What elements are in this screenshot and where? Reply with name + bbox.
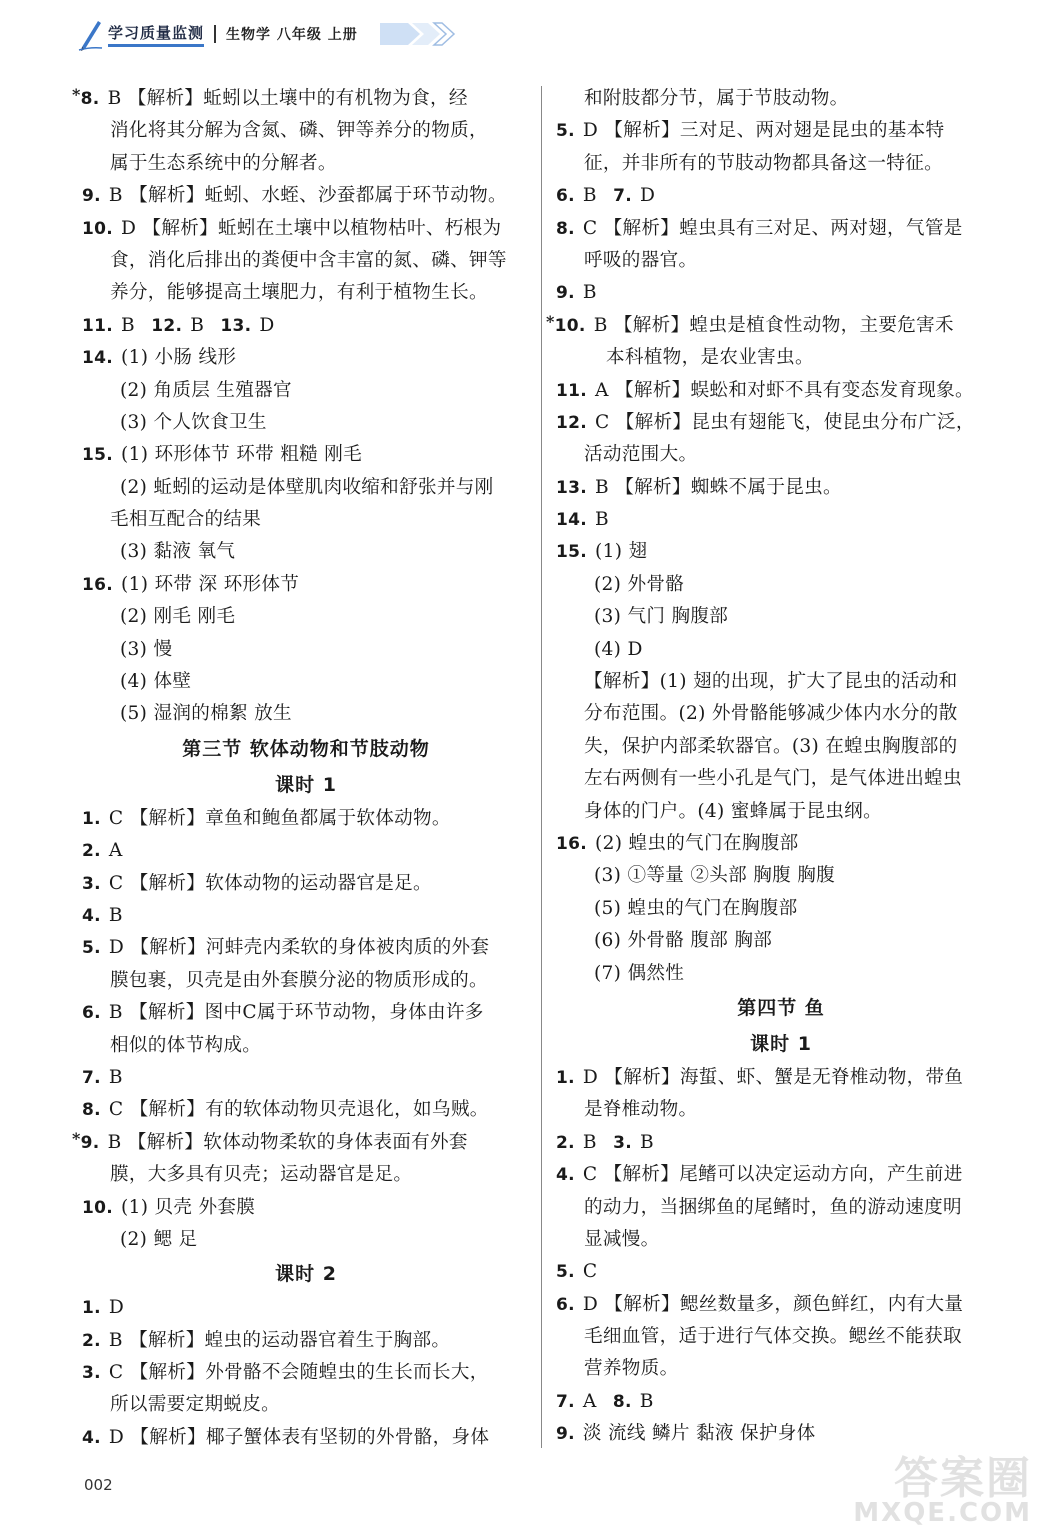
question-number: 8.	[612, 1391, 632, 1412]
star-marker-icon: *	[546, 311, 555, 331]
answer-text: (1) 翅	[595, 541, 648, 563]
answer-line	[556, 342, 1006, 374]
continuation-text: 身体的门户。(4) 蜜蜂属于昆虫纲。	[584, 800, 882, 822]
sub-answer-text: (2) 刚毛 刚毛	[120, 606, 236, 628]
answer-line	[82, 569, 530, 601]
answer-line	[82, 180, 530, 212]
watermark-text: 答案圈	[894, 1453, 1032, 1504]
answer-line	[82, 1357, 530, 1389]
answer-text: B 【解析】蝗虫是植食性动物，主要危害禾	[593, 314, 954, 336]
answer-line	[556, 407, 1006, 439]
section-heading: 第三节 软体动物和节肢动物	[182, 737, 430, 760]
answer-text: D	[639, 185, 656, 207]
question-number: 12.	[151, 315, 183, 336]
continuation-text: 营养物质。	[584, 1358, 679, 1380]
answer-line	[556, 1256, 1006, 1288]
question-number: 4.	[556, 1165, 575, 1186]
question-number: 13.	[556, 477, 588, 498]
column-divider	[541, 86, 542, 1448]
continuation-text: 消化将其分解为含氮、磷、钾等养分的物质，	[110, 120, 488, 142]
answer-text: B	[639, 1131, 654, 1153]
series-title: 学习质量监测	[108, 22, 204, 47]
continuation-text: 分布范围。(2) 外骨骼能够减少体内水分的散	[584, 703, 958, 725]
answer-line	[556, 601, 1006, 633]
section-heading: 课时 1	[750, 1032, 812, 1055]
answer-line	[82, 803, 530, 835]
continuation-text: 活动范围大。	[584, 444, 698, 466]
answer-line	[556, 472, 1006, 504]
right-column	[546, 83, 1006, 1451]
answer-line	[556, 245, 1006, 277]
answer-line	[82, 1094, 530, 1126]
answer-text: B	[582, 282, 597, 304]
continuation-text: 毛相互配合的结果	[110, 509, 262, 531]
answer-line	[72, 1127, 530, 1159]
answer-text: B 【解析】蚯蚓、水蛭、沙蚕都属于环节动物。	[108, 185, 507, 207]
answer-line	[82, 1422, 530, 1454]
question-number: 5.	[556, 1262, 575, 1283]
question-number: 3.	[82, 873, 101, 894]
answer-line	[556, 148, 1006, 180]
answer-line	[556, 439, 1006, 471]
answer-line	[556, 925, 1006, 957]
answer-line	[556, 893, 1006, 925]
answer-text: A	[582, 1390, 603, 1412]
question-number: 9.	[82, 186, 101, 207]
answer-line	[82, 1192, 530, 1224]
question-number: 11.	[556, 380, 588, 401]
answer-text: D	[108, 1297, 125, 1319]
section-heading: 第四节 鱼	[737, 996, 825, 1019]
answer-text: C 【解析】蝗虫具有三对足、两对翅，气管是	[582, 217, 963, 239]
sub-answer-text: (2) 鳃 足	[120, 1228, 198, 1250]
continuation-text: 属于生态系统中的分解者。	[110, 152, 337, 174]
continuation-text: 和附肢都分节，属于节肢动物。	[584, 88, 849, 109]
answer-line	[82, 634, 530, 666]
question-number: 14.	[556, 510, 588, 531]
question-number: 10.	[82, 218, 114, 239]
continuation-text: 相似的体节构成。	[110, 1034, 262, 1056]
answer-text: B	[108, 1066, 123, 1088]
answer-text: B	[582, 1131, 604, 1153]
answer-line	[556, 666, 1006, 698]
answer-text: A	[108, 840, 123, 862]
answer-line	[82, 1159, 530, 1191]
answer-line	[82, 868, 530, 900]
answer-line	[82, 277, 530, 309]
answer-line	[82, 1292, 530, 1324]
question-number: 14.	[82, 348, 114, 369]
answer-line	[82, 900, 530, 932]
question-number: 1.	[556, 1067, 575, 1088]
answer-line	[556, 860, 1006, 892]
continuation-text: 的动力，当捆绑鱼的尾鳍时，鱼的游动速度明	[584, 1196, 962, 1218]
question-number: 7.	[556, 1391, 575, 1412]
answer-text: (1) 环带 深 环形体节	[121, 573, 300, 595]
answer-line	[556, 83, 1006, 115]
continuation-text: 失，保护内部柔软器官。(3) 在蝗虫胸腹部的	[584, 735, 958, 757]
continuation-text: 呼吸的器官。	[584, 249, 698, 271]
answer-text: D 【解析】鳃丝数量多，颜色鲜红，内有大量	[582, 1293, 964, 1315]
answer-line	[556, 180, 1006, 212]
answer-text: B	[639, 1390, 654, 1412]
question-number: 9.	[556, 283, 575, 304]
pen-icon	[78, 17, 104, 51]
answer-line	[556, 796, 1006, 828]
question-number: 10.	[554, 315, 586, 336]
answer-line	[556, 375, 1006, 407]
sub-answer-text: (3) 个人饮食卫生	[120, 411, 267, 433]
continuation-text: 是脊椎动物。	[584, 1099, 698, 1121]
answer-line	[82, 504, 530, 536]
answer-text: 淡 流线 鳞片 黏液 保护身体	[582, 1423, 816, 1445]
answer-line	[556, 277, 1006, 309]
answer-line	[82, 1389, 530, 1421]
answer-line	[82, 115, 530, 147]
continuation-text: 食，消化后排出的粪便中含丰富的氮、磷、钾等	[110, 249, 507, 271]
answer-line	[82, 310, 530, 342]
question-number: 8.	[80, 89, 100, 109]
answer-line	[82, 472, 530, 504]
answer-line	[82, 698, 530, 730]
star-marker-icon: *	[72, 1128, 81, 1148]
question-number: 8.	[82, 1100, 101, 1121]
continuation-text: 显减慢。	[584, 1228, 660, 1250]
answer-line	[556, 1353, 1006, 1385]
page-header	[78, 16, 458, 52]
answer-line	[556, 213, 1006, 245]
question-number: 6.	[556, 1294, 575, 1315]
answer-line	[556, 504, 1006, 536]
continuation-text: 膜包裹，贝壳是由外套膜分泌的物质形成的。	[110, 969, 488, 991]
answer-line	[82, 835, 530, 867]
answer-line	[82, 666, 530, 698]
question-number: 16.	[556, 833, 588, 854]
answer-line	[82, 439, 530, 471]
question-number: 16.	[82, 574, 114, 595]
answer-text: B 【解析】图中C属于环节动物，身体由许多	[108, 1002, 484, 1024]
answer-line	[556, 1289, 1006, 1321]
watermark-url: MXQE.COM	[853, 1498, 1032, 1528]
answer-line	[82, 932, 530, 964]
answer-line	[556, 958, 1006, 990]
arrows-decoration-icon	[378, 17, 458, 51]
question-number: 9.	[80, 1132, 100, 1153]
page-number: 002	[84, 1476, 113, 1494]
continuation-text: 征，并非所有的节肢动物都具备这一特征。	[584, 152, 943, 174]
answer-line	[556, 731, 1006, 763]
star-marker-icon: *	[72, 85, 81, 104]
continuation-text: 所以需要定期蜕皮。	[110, 1394, 281, 1416]
question-number: 3.	[82, 1363, 101, 1384]
answer-text: A 【解析】蜈蚣和对虾不具有变态发育现象。	[595, 379, 974, 401]
answer-line	[82, 997, 530, 1029]
sub-answer-text: (4) D	[594, 638, 643, 660]
answer-line	[82, 375, 530, 407]
question-number: 7.	[82, 1067, 101, 1088]
header-divider	[214, 25, 216, 43]
sub-answer-text: (2) 蚯蚓的运动是体壁肌肉收缩和舒张并与刚	[120, 476, 494, 498]
answer-line	[82, 342, 530, 374]
answer-line	[82, 1062, 530, 1094]
question-number: 3.	[613, 1132, 632, 1153]
answer-line	[82, 245, 530, 277]
answer-text: (2) 蝗虫的气门在胸腹部	[595, 832, 799, 854]
question-number: 10.	[82, 1197, 114, 1218]
answer-line	[556, 1192, 1006, 1224]
sub-answer-text: (3) 气门 胸腹部	[594, 606, 729, 628]
question-number: 2.	[82, 1330, 101, 1351]
sub-answer-text: (5) 湿润的棉絮 放生	[120, 703, 292, 725]
sub-answer-text: (7) 偶然性	[594, 962, 685, 984]
answer-line	[72, 83, 530, 115]
question-number: 6.	[82, 1003, 101, 1024]
answer-text: B 【解析】蜘蛛不属于昆虫。	[595, 476, 842, 498]
answer-text: B	[582, 185, 604, 207]
answer-line	[556, 634, 1006, 666]
answer-text: D 【解析】蚯蚓在土壤中以植物枯叶、朽根为	[121, 217, 502, 239]
question-number: 4.	[82, 1427, 101, 1448]
answer-line	[82, 1030, 530, 1062]
answer-text: B 【解析】蝗虫的运动器官着生于胸部。	[108, 1329, 451, 1351]
answer-text: B	[108, 904, 123, 926]
question-number: 11.	[82, 315, 114, 336]
answer-line	[556, 828, 1006, 860]
answer-text: C 【解析】有的软体动物贝壳退化，如乌贼。	[108, 1099, 489, 1121]
sub-answer-text: (2) 外骨骼	[594, 573, 685, 595]
book-meta: 生物学 八年级 上册	[226, 27, 358, 43]
question-number: 7.	[613, 186, 632, 207]
answer-text: B 【解析】软体动物柔软的身体表面有外套	[107, 1131, 468, 1153]
continuation-text: 左右两侧有一些小孔是气门，是气体进出蝗虫	[584, 768, 962, 790]
continuation-text: 养分，能够提高土壤肥力，有利于植物生长。	[110, 282, 488, 304]
answer-text: B	[121, 314, 142, 336]
question-number: 13.	[220, 315, 252, 336]
continuation-text: 本科植物，是农业害虫。	[606, 347, 814, 369]
continuation-text: 【解析】(1) 翅的出现，扩大了昆虫的活动和	[584, 671, 958, 693]
answer-text: B	[595, 509, 609, 531]
answer-line	[556, 536, 1006, 568]
answer-line	[82, 965, 530, 997]
answer-text: C 【解析】软体动物的运动器官是足。	[108, 872, 432, 894]
answer-line	[82, 407, 530, 439]
answer-line	[556, 1386, 1006, 1418]
answer-line	[82, 1325, 530, 1357]
answer-line	[556, 115, 1006, 147]
watermark-logo	[850, 1440, 1040, 1532]
answer-text: B 【解析】蚯蚓以土壤中的有机物为食，经	[107, 88, 468, 109]
question-number: 15.	[556, 542, 588, 563]
sub-answer-text: (3) ①等量 ②头部 胸腹 胸腹	[594, 865, 836, 887]
question-number: 1.	[82, 808, 101, 829]
answer-text: (1) 贝壳 外套膜	[121, 1196, 256, 1218]
left-column	[72, 83, 530, 1454]
answer-line	[82, 601, 530, 633]
answer-text: D 【解析】三对足、两对翅是昆虫的基本特	[582, 120, 945, 142]
answer-line	[556, 1094, 1006, 1126]
answer-text: D 【解析】海蜇、虾、蟹是无脊椎动物，带鱼	[582, 1066, 964, 1088]
continuation-text: 毛细血管，适于进行气体交换。鳃丝不能获取	[584, 1326, 962, 1348]
section-heading: 课时 2	[275, 1263, 337, 1286]
answer-text: C 【解析】外骨骼不会随蝗虫的生长而长大，	[108, 1362, 489, 1384]
answer-text: C 【解析】昆虫有翅能飞，使昆虫分布广泛，	[595, 411, 975, 433]
sub-answer-text: (3) 慢	[120, 638, 173, 660]
question-number: 5.	[82, 938, 101, 959]
question-number: 9.	[556, 1424, 575, 1445]
continuation-text: 膜，大多具有贝壳；运动器官是足。	[110, 1164, 413, 1186]
answer-line	[82, 213, 530, 245]
sub-answer-text: (3) 黏液 氧气	[120, 541, 236, 563]
answer-line	[556, 569, 1006, 601]
answer-text: C	[582, 1261, 598, 1283]
answer-text: (1) 环形体节 环带 粗糙 刚毛	[121, 444, 363, 466]
answer-line	[556, 698, 1006, 730]
question-number: 8.	[556, 218, 575, 239]
question-number: 1.	[82, 1298, 101, 1319]
sub-answer-text: (4) 体壁	[120, 671, 192, 693]
answer-line	[556, 1062, 1006, 1094]
answer-line	[82, 1224, 530, 1256]
sub-answer-text: (6) 外骨骼 腹部 胸部	[594, 930, 773, 952]
question-number: 15.	[82, 445, 114, 466]
answer-line	[82, 536, 530, 568]
sub-answer-text: (2) 角质层 生殖器官	[120, 379, 292, 401]
question-number: 12.	[556, 412, 588, 433]
answer-text: C 【解析】尾鳍可以决定运动方向，产生前进	[582, 1164, 963, 1186]
question-number: 6.	[556, 186, 575, 207]
answer-line	[556, 1224, 1006, 1256]
answer-text: D 【解析】椰子蟹体表有坚韧的外骨骼，身体	[108, 1426, 490, 1448]
answer-line	[556, 763, 1006, 795]
answer-line	[556, 1159, 1006, 1191]
answer-text: C 【解析】章鱼和鲍鱼都属于软体动物。	[108, 807, 451, 829]
question-number: 5.	[556, 121, 575, 142]
section-heading: 课时 1	[275, 773, 337, 796]
answer-text: B	[190, 314, 211, 336]
answer-line	[546, 310, 1006, 342]
answer-line	[556, 1127, 1006, 1159]
question-number: 2.	[82, 841, 101, 862]
sub-answer-text: (5) 蝗虫的气门在胸腹部	[594, 897, 798, 919]
answer-line	[82, 148, 530, 180]
question-number: 4.	[82, 905, 101, 926]
answer-text: D 【解析】河蚌壳内柔软的身体被肉质的外套	[108, 937, 490, 959]
answer-line	[556, 1321, 1006, 1353]
answer-text: D	[259, 314, 275, 336]
answer-text: (1) 小肠 线形	[121, 347, 237, 369]
question-number: 2.	[556, 1132, 575, 1153]
